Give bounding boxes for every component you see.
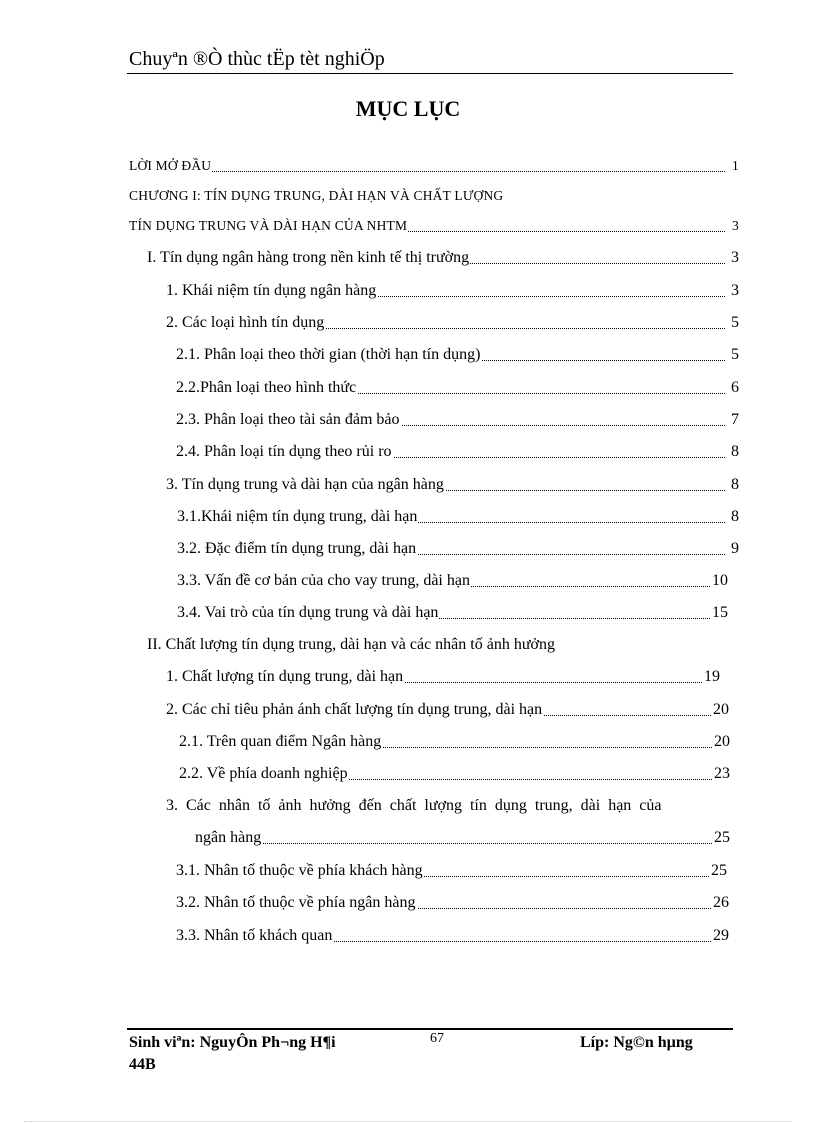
toc-entry-label: 3.3. Nhân tố khách quan [176,927,333,944]
toc-entry-page: 5 [730,344,739,366]
toc-entry-page: 8 [730,474,739,496]
toc-entry-label: I. Tín dụng ngân hàng trong nền kinh tế thị trường [147,249,470,266]
toc-entry-page: 23 [713,763,730,785]
toc-entry-label: 3. Tín dụng trung và dài hạn của ngân hàng [166,476,444,493]
toc-entry-page: 1 [731,155,739,177]
toc-entry-label: 2.1. Trên quan điểm Ngân hàng [179,733,382,750]
toc-entry-label: 3.2. Nhân tố thuộc về phía ngân hàng [176,894,416,911]
toc-entry-page: 7 [730,409,739,431]
toc-entry-page: 3 [730,247,739,269]
toc-entry[interactable] [195,827,730,849]
toc-entry[interactable] [177,506,739,528]
footer-rule [127,1028,733,1030]
toc-entry-label: 2.4. Phân loại tín dụng theo rủi ro [176,443,392,460]
toc-entry[interactable]: 3. Các nhân tố ảnh hưởng đến chất lượng tín dụng trung, dài hạn của [166,797,662,814]
toc-entry-label: 2. Các chỉ tiêu phản ánh chất lượng tín dụng trung, dài hạn [166,701,543,718]
toc-entry-label: TÍN DỤNG TRUNG VÀ DÀI HẠN CỦA NHTM [129,218,408,233]
toc-entry-label: 3.2. Đặc điểm tín dụng trung, dài hạn [177,540,417,557]
toc-entry-label: 2.2. Về phía doanh nghiệp [179,765,348,782]
toc-entry-page: 3 [730,280,739,302]
toc-entry[interactable] [177,602,728,624]
toc-entry[interactable] [166,474,739,496]
toc-entry-page: 20 [712,699,729,721]
toc-entry[interactable] [147,247,739,269]
toc-entry-page: 5 [730,312,739,334]
toc-entry-page: 20 [713,731,730,753]
toc-entry-page: 9 [730,538,739,560]
footer-student: Sinh viªn: NguyÔn Ph¬ng H¶i [129,1034,336,1051]
toc-entry[interactable]: CHƯƠNG I: TÍN DỤNG TRUNG, DÀI HẠN VÀ CHẤT LƯỢNG [129,188,504,203]
toc-entry[interactable] [177,538,739,560]
toc-entry[interactable] [166,280,739,302]
toc-entry-page: 25 [713,827,730,849]
toc-entry[interactable] [179,763,730,785]
toc-entry-label: 3.3. Vấn đề cơ bản của cho vay trung, dài hạn [177,572,470,589]
page-bottom-edge [24,1121,792,1122]
toc-entry[interactable] [177,570,728,592]
toc-entry-label: 1. Chất lượng tín dụng trung, dài hạn [166,668,404,685]
header-rule [127,73,733,74]
toc-entry-label: 2.2.Phân loại theo hình thức [176,379,357,396]
toc-entry-page: 8 [730,506,739,528]
toc-entry-label: ngân hàng [195,829,262,846]
page-title: MỤC LỤC [355,96,461,121]
footer-page-number: 67 [430,1031,444,1046]
toc-entry[interactable] [176,344,739,366]
toc-entry-label: 3.1.Khái niệm tín dụng trung, dài hạn [177,508,418,525]
toc-entry-label: 2. Các loại hình tín dụng [166,314,325,331]
toc-entry[interactable] [176,925,729,947]
toc-entry-page: 6 [730,377,739,399]
toc-entry-label: 2.3. Phân loại theo tài sản đảm bảo [176,411,400,428]
toc-entry-label: 2.1. Phân loại theo thời gian (thời hạn tín dụng) [176,346,481,363]
toc-entry-page: 19 [703,666,720,688]
toc-entry[interactable] [166,666,720,688]
toc-entry[interactable] [129,215,739,237]
toc-entry-page: 15 [711,602,728,624]
toc-entry[interactable] [129,155,739,177]
toc-entry[interactable] [176,860,727,882]
toc-entry-page: 3 [731,215,739,237]
footer-class: Líp: Ng©n hµng [580,1034,693,1051]
toc-entry-page: 8 [730,441,739,463]
running-header: Chuyªn ®Ò thùc tËp tèt nghiÖp [129,48,385,70]
toc-entry[interactable] [176,409,739,431]
toc-entry-page: 29 [712,925,729,947]
toc-entry-page: 26 [712,892,729,914]
toc-entry[interactable] [176,892,729,914]
toc-entry-page: 25 [710,860,727,882]
toc-entry[interactable] [176,441,739,463]
toc-entry[interactable] [166,699,729,721]
toc-entry[interactable] [176,377,739,399]
toc-entry-label: 3.4. Vai trò của tín dụng trung và dài hạn [177,604,439,621]
toc-entry-label: 1. Khái niệm tín dụng ngân hàng [166,282,377,299]
toc-entry-page: 10 [711,570,728,592]
toc-entry[interactable]: II. Chất lượng tín dụng trung, dài hạn và các nhân tố ảnh hưởng [147,636,555,653]
footer-class-suffix: 44B [129,1056,156,1073]
toc-entry[interactable] [166,312,739,334]
toc-entry[interactable] [179,731,730,753]
toc-entry-label: 3.1. Nhân tố thuộc về phía khách hàng [176,862,423,879]
toc-entry-label: LỜI MỞ ĐẦU [129,158,212,173]
